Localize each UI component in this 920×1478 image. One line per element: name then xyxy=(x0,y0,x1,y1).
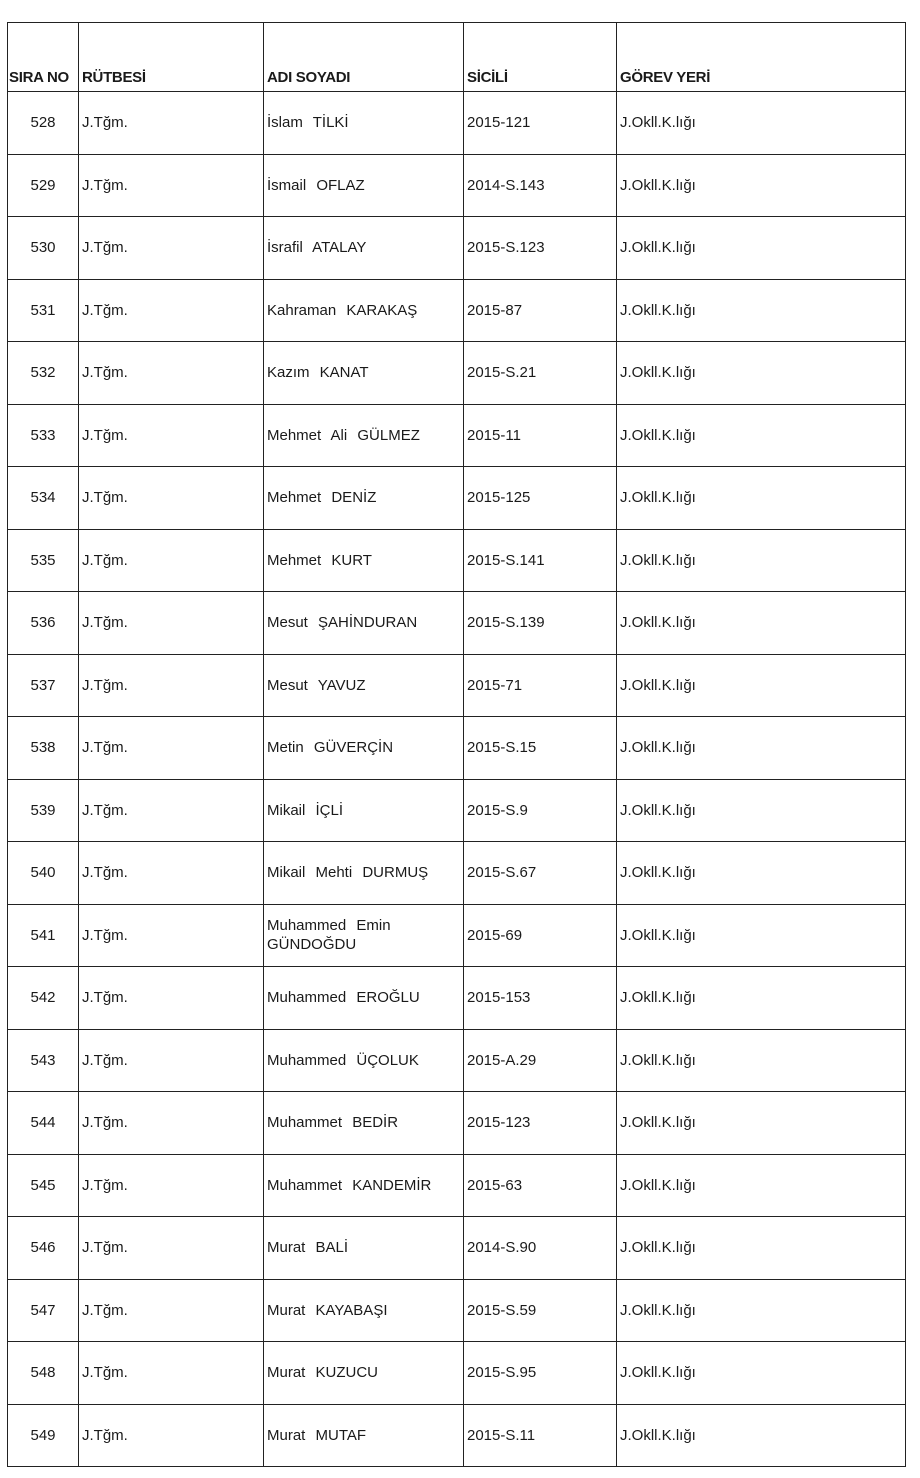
gorev-yeri-cell: J.Okll.K.lığı xyxy=(617,217,906,280)
sicil-cell: 2015-S.141 xyxy=(464,529,617,592)
adi-soyadi-cell: Metin GÜVERÇİN xyxy=(264,717,464,780)
gorev-yeri-cell: J.Okll.K.lığı xyxy=(617,967,906,1030)
gorev-yeri-cell: J.Okll.K.lığı xyxy=(617,279,906,342)
gorev-yeri-cell: J.Okll.K.lığı xyxy=(617,1029,906,1092)
rutbe-cell: J.Tğm. xyxy=(79,967,264,1030)
rutbe-cell: J.Tğm. xyxy=(79,279,264,342)
sira-no-cell: 547 xyxy=(8,1279,79,1342)
table-row xyxy=(8,779,906,842)
gorev-yeri-cell: J.Okll.K.lığı xyxy=(617,1092,906,1155)
rutbe-cell: J.Tğm. xyxy=(79,717,264,780)
table-row xyxy=(8,154,906,217)
gorev-yeri-cell: J.Okll.K.lığı xyxy=(617,842,906,905)
table-header xyxy=(8,23,906,92)
gorev-yeri-cell: J.Okll.K.lığı xyxy=(617,154,906,217)
table-row xyxy=(8,967,906,1030)
sicil-cell: 2015-S.67 xyxy=(464,842,617,905)
table-row xyxy=(8,1092,906,1155)
header-sira-no: SIRA NO xyxy=(8,23,79,92)
sira-no-cell: 546 xyxy=(8,1217,79,1280)
sira-no-cell: 539 xyxy=(8,779,79,842)
table-row xyxy=(8,1342,906,1405)
adi-soyadi-cell: Murat BALİ xyxy=(264,1217,464,1280)
sira-no-cell: 549 xyxy=(8,1404,79,1467)
rutbe-cell: J.Tğm. xyxy=(79,1342,264,1405)
rutbe-cell: J.Tğm. xyxy=(79,217,264,280)
sicil-cell: 2015-A.29 xyxy=(464,1029,617,1092)
sicil-cell: 2015-69 xyxy=(464,904,617,967)
sira-no-cell: 540 xyxy=(8,842,79,905)
sira-no-cell: 537 xyxy=(8,654,79,717)
sicil-cell: 2015-S.9 xyxy=(464,779,617,842)
sira-no-cell: 538 xyxy=(8,717,79,780)
sicil-cell: 2015-S.123 xyxy=(464,217,617,280)
rutbe-cell: J.Tğm. xyxy=(79,529,264,592)
table-row xyxy=(8,592,906,655)
rutbe-cell: J.Tğm. xyxy=(79,154,264,217)
rutbe-cell: J.Tğm. xyxy=(79,342,264,405)
sira-no-cell: 544 xyxy=(8,1092,79,1155)
rutbe-cell: J.Tğm. xyxy=(79,842,264,905)
rutbe-cell: J.Tğm. xyxy=(79,92,264,155)
sicil-cell: 2015-S.11 xyxy=(464,1404,617,1467)
sicil-cell: 2015-87 xyxy=(464,279,617,342)
adi-soyadi-cell: Murat KAYABAŞI xyxy=(264,1279,464,1342)
adi-soyadi-cell: Muhammet KANDEMİR xyxy=(264,1154,464,1217)
gorev-yeri-cell: J.Okll.K.lığı xyxy=(617,1404,906,1467)
header-adi-soyadi: ADI SOYADI xyxy=(264,23,464,92)
gorev-yeri-cell: J.Okll.K.lığı xyxy=(617,92,906,155)
sira-no-cell: 533 xyxy=(8,404,79,467)
table-row xyxy=(8,1029,906,1092)
sicil-cell: 2015-121 xyxy=(464,92,617,155)
table-row xyxy=(8,467,906,530)
header-row xyxy=(8,23,906,92)
rutbe-cell: J.Tğm. xyxy=(79,654,264,717)
adi-soyadi-cell: Kahraman KARAKAŞ xyxy=(264,279,464,342)
sira-no-cell: 529 xyxy=(8,154,79,217)
table-row xyxy=(8,1404,906,1467)
personnel-table xyxy=(7,22,906,1467)
gorev-yeri-cell: J.Okll.K.lığı xyxy=(617,1279,906,1342)
rutbe-cell: J.Tğm. xyxy=(79,1217,264,1280)
gorev-yeri-cell: J.Okll.K.lığı xyxy=(617,342,906,405)
gorev-yeri-cell: J.Okll.K.lığı xyxy=(617,467,906,530)
adi-soyadi-cell: Mehmet DENİZ xyxy=(264,467,464,530)
header-gorev-yeri: GÖREV YERİ xyxy=(617,23,906,92)
sicil-cell: 2015-63 xyxy=(464,1154,617,1217)
sicil-cell: 2015-11 xyxy=(464,404,617,467)
rutbe-cell: J.Tğm. xyxy=(79,1154,264,1217)
gorev-yeri-cell: J.Okll.K.lığı xyxy=(617,592,906,655)
sicil-cell: 2015-S.95 xyxy=(464,1342,617,1405)
gorev-yeri-cell: J.Okll.K.lığı xyxy=(617,904,906,967)
adi-soyadi-cell: Muhammet BEDİR xyxy=(264,1092,464,1155)
adi-soyadi-cell: Murat MUTAF xyxy=(264,1404,464,1467)
adi-soyadi-cell: Mesut YAVUZ xyxy=(264,654,464,717)
sira-no-cell: 535 xyxy=(8,529,79,592)
table-row xyxy=(8,404,906,467)
adi-soyadi-cell: Mikail Mehti DURMUŞ xyxy=(264,842,464,905)
sira-no-cell: 548 xyxy=(8,1342,79,1405)
gorev-yeri-cell: J.Okll.K.lığı xyxy=(617,529,906,592)
sicil-cell: 2014-S.143 xyxy=(464,154,617,217)
header-sicili: SİCİLİ xyxy=(464,23,617,92)
sira-no-cell: 531 xyxy=(8,279,79,342)
adi-soyadi-cell: İsmail OFLAZ xyxy=(264,154,464,217)
table-row xyxy=(8,717,906,780)
rutbe-cell: J.Tğm. xyxy=(79,592,264,655)
rutbe-cell: J.Tğm. xyxy=(79,779,264,842)
sicil-cell: 2015-125 xyxy=(464,467,617,530)
adi-soyadi-cell: İslam TİLKİ xyxy=(264,92,464,155)
table-row xyxy=(8,904,906,967)
sicil-cell: 2015-S.15 xyxy=(464,717,617,780)
adi-soyadi-cell: Mesut ŞAHİNDURAN xyxy=(264,592,464,655)
adi-soyadi-cell: Kazım KANAT xyxy=(264,342,464,405)
adi-soyadi-cell: Muhammed EROĞLU xyxy=(264,967,464,1030)
sira-no-cell: 528 xyxy=(8,92,79,155)
gorev-yeri-cell: J.Okll.K.lığı xyxy=(617,404,906,467)
sicil-cell: 2015-S.139 xyxy=(464,592,617,655)
table-row xyxy=(8,279,906,342)
table-row xyxy=(8,842,906,905)
gorev-yeri-cell: J.Okll.K.lığı xyxy=(617,1342,906,1405)
header-rutbesi: RÜTBESİ xyxy=(79,23,264,92)
sicil-cell: 2015-123 xyxy=(464,1092,617,1155)
adi-soyadi-cell: Mehmet KURT xyxy=(264,529,464,592)
rutbe-cell: J.Tğm. xyxy=(79,1029,264,1092)
sira-no-cell: 542 xyxy=(8,967,79,1030)
rutbe-cell: J.Tğm. xyxy=(79,467,264,530)
table-row xyxy=(8,217,906,280)
sicil-cell: 2015-71 xyxy=(464,654,617,717)
adi-soyadi-cell: Mehmet Ali GÜLMEZ xyxy=(264,404,464,467)
document-page xyxy=(7,22,905,1464)
sira-no-cell: 536 xyxy=(8,592,79,655)
sira-no-cell: 530 xyxy=(8,217,79,280)
rutbe-cell: J.Tğm. xyxy=(79,404,264,467)
table-body xyxy=(8,92,906,1467)
sira-no-cell: 532 xyxy=(8,342,79,405)
gorev-yeri-cell: J.Okll.K.lığı xyxy=(617,1217,906,1280)
gorev-yeri-cell: J.Okll.K.lığı xyxy=(617,779,906,842)
gorev-yeri-cell: J.Okll.K.lığı xyxy=(617,1154,906,1217)
table-row xyxy=(8,1279,906,1342)
sicil-cell: 2014-S.90 xyxy=(464,1217,617,1280)
gorev-yeri-cell: J.Okll.K.lığı xyxy=(617,717,906,780)
table-row xyxy=(8,654,906,717)
table-row xyxy=(8,1217,906,1280)
adi-soyadi-cell: Murat KUZUCU xyxy=(264,1342,464,1405)
sicil-cell: 2015-S.59 xyxy=(464,1279,617,1342)
rutbe-cell: J.Tğm. xyxy=(79,1279,264,1342)
table-row xyxy=(8,529,906,592)
sira-no-cell: 541 xyxy=(8,904,79,967)
adi-soyadi-cell: Muhammed ÜÇOLUK xyxy=(264,1029,464,1092)
rutbe-cell: J.Tğm. xyxy=(79,1092,264,1155)
adi-soyadi-cell: Muhammed Emin GÜNDOĞDU xyxy=(264,904,464,967)
table-row xyxy=(8,1154,906,1217)
table-row xyxy=(8,92,906,155)
sira-no-cell: 534 xyxy=(8,467,79,530)
rutbe-cell: J.Tğm. xyxy=(79,904,264,967)
table-row xyxy=(8,342,906,405)
sira-no-cell: 543 xyxy=(8,1029,79,1092)
gorev-yeri-cell: J.Okll.K.lığı xyxy=(617,654,906,717)
sicil-cell: 2015-S.21 xyxy=(464,342,617,405)
adi-soyadi-cell: Mikail İÇLİ xyxy=(264,779,464,842)
rutbe-cell: J.Tğm. xyxy=(79,1404,264,1467)
sicil-cell: 2015-153 xyxy=(464,967,617,1030)
sira-no-cell: 545 xyxy=(8,1154,79,1217)
adi-soyadi-cell: İsrafil ATALAY xyxy=(264,217,464,280)
